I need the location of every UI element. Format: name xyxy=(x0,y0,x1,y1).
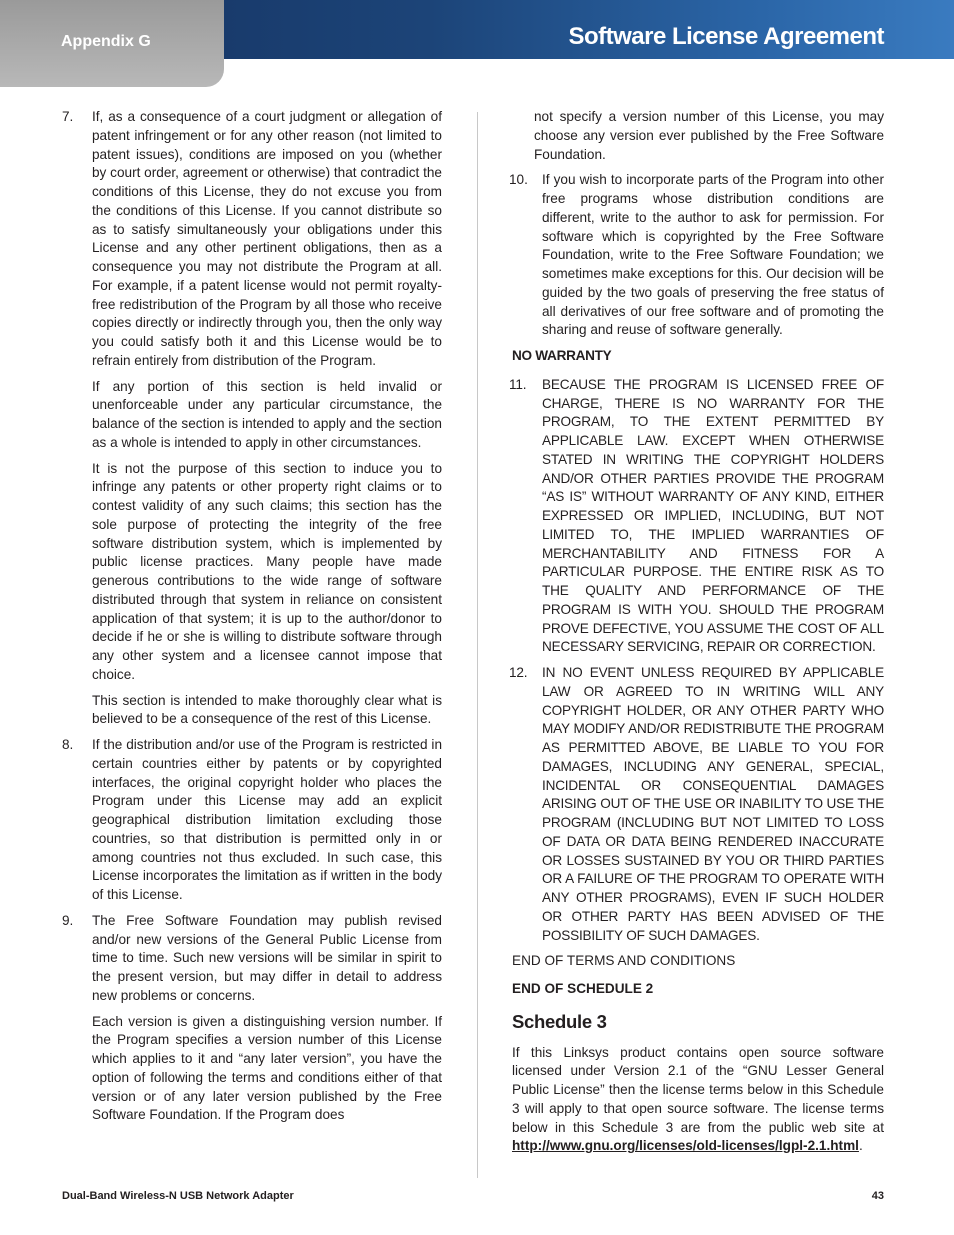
lgpl-link[interactable]: http://www.gnu.org/licenses/old-licenses/lgpl-2.1.html xyxy=(512,1138,859,1154)
schedule-3-text: If this Linksys product contains open source software licensed under Version 2.1 of the “GNU Lesser General Public License” then the license terms below in this Schedule 3 will apply to that open source software. The license terms below in this Schedule 3 are from the public web site at xyxy=(512,1044,884,1135)
left-column xyxy=(62,108,442,1132)
list-item-10 xyxy=(509,171,884,340)
list-item-12 xyxy=(509,664,884,945)
footer-product: Dual-Band Wireless-N USB Network Adapter xyxy=(62,1190,294,1202)
paragraph: This section is intended to make thoroughly clear what is believed to be a consequence of the rest of this License. xyxy=(92,692,442,727)
paragraph: IN NO EVENT UNLESS REQUIRED BY APPLICABLE LAW OR AGREED TO IN WRITING WILL ANY COPYRIGHT HOLDER, OR ANY OTHER PARTY WHO MAY MODIFY AND/OR REDISTRIBUTE THE PROGRAM AS PERMITTED ABOVE, BE LIABLE TO YOU FOR DAMAGES, INCLUDING ANY GENERAL, SPECIAL, INCIDENTAL OR CONSEQUENTIAL DAMAGES ARISING OUT OF THE USE OR INABILITY TO USE THE PROGRAM (INCLUDING BUT NOT LIMITED TO LOSS OF DATA OR DATA BEING RENDERED INACCURATE OR LOSSES SUSTAINED BY YOU OR THIRD PARTIES OR A FAILURE OF THE PROGRAM TO OPERATE WITH ANY OTHER PROGRAMS), EVEN IF SUCH HOLDER OR OTHER PARTY HAS BEEN ADVISED OF THE POSSIBILITY OF SUCH DAMAGES. xyxy=(542,665,884,943)
column-divider xyxy=(477,112,478,1178)
list-item-11 xyxy=(509,376,884,657)
item-number: 10. xyxy=(509,172,528,188)
right-column xyxy=(509,108,884,1156)
schedule-3-end: . xyxy=(858,1138,863,1154)
item-number: 8. xyxy=(62,737,74,752)
no-warranty-heading: NO WARRANTY xyxy=(512,348,612,363)
list-item-8 xyxy=(62,736,442,905)
paragraph: Each version is given a distinguishing version number. If the Program specifies a version number of this License which applies to it and “any later version”, you have the option of following the terms and conditions either of that version or of any later version published by the Free Software Foundation. If the Program does xyxy=(92,1013,442,1123)
paragraph: The Free Software Foundation may publish revised and/or new versions of the General Public License from time to time. Such new versions will be similar in spirit to the present version, but may differ in detail to address new problems or concerns. xyxy=(92,912,442,1003)
list-item-9 xyxy=(62,912,442,1125)
item-9-continued: not specify a version number of this License, you may choose any version ever published by the Free Software Foundation. xyxy=(534,109,884,162)
paragraph: If the distribution and/or use of the Program is restricted in certain countries either by patents or by copyrighted interfaces, the original copyright holder who places the Program under this License may add an explicit geographical distribution limitation excluding those countries, so that distribution is permitted only in or among countries not thus excluded. In such case, this License incorporates the limitation as if written in the body of this License. xyxy=(92,737,442,902)
footer-page-number: 43 xyxy=(871,1190,884,1202)
item-number: 12. xyxy=(509,665,528,680)
paragraph: BECAUSE THE PROGRAM IS LICENSED FREE OF CHARGE, THERE IS NO WARRANTY FOR THE PROGRAM, TO THE EXTENT PERMITTED BY APPLICABLE LAW. EXCEPT WHEN OTHERWISE STATED IN WRITING THE COPYRIGHT HOLDERS AND/OR OTHER PARTIES PROVIDE THE PROGRAM “AS IS” WITHOUT WARRANTY OF ANY KIND, EITHER EXPRESSED OR IMPLIED, INCLUDING, BUT NOT LIMITED TO, THE IMPLIED WARRANTIES OF MERCHANTABILITY AND FITNESS FOR A PARTICULAR PURPOSE. THE ENTIRE RISK AS TO THE QUALITY AND PERFORMANCE OF THE PROGRAM IS WITH YOU. SHOULD THE PROGRAM PROVE DEFECTIVE, YOU ASSUME THE COST OF ALL NECESSARY SERVICING, REPAIR OR CORRECTION. xyxy=(542,376,884,655)
schedule-3-title: Schedule 3 xyxy=(512,1010,607,1032)
paragraph: If, as a consequence of a court judgment or allegation of patent infringement or for any other reason (not limited to patent issues), conditions are imposed on you (whether by court order, agreement or otherwise) that contradict the conditions of this License, they do not excuse you from the conditions of this License. If you cannot distribute so as to satisfy simultaneously your obligations under this License and any other pertinent obligations, then as a consequence you may not distribute the Program at all. For example, if a patent license would not permit royalty-free redistribution of the Program by all those who receive copies directly or indirectly through you, then the only way you could satisfy both it and this License would be to refrain entirely from distribution of the Program. xyxy=(92,109,442,368)
paragraph: If you wish to incorporate parts of the Program into other free programs whose distribution conditions are different, write to the author to ask for permission. For software which is copyrighted by the Free Software Foundation, write to the Free Software Foundation; we sometimes make exceptions for this. Our decision will be guided by the two goals of preserving the free status of all derivatives of our free software and of promoting the sharing and reuse of software generally. xyxy=(542,172,884,338)
list-item-7 xyxy=(62,108,442,729)
end-of-schedule: END OF SCHEDULE 2 xyxy=(512,981,654,996)
page-title: Software License Agreement xyxy=(568,23,884,50)
appendix-label: Appendix G xyxy=(61,33,151,50)
end-of-terms: END OF TERMS AND CONDITIONS xyxy=(512,953,736,969)
item-number: 9. xyxy=(62,912,74,928)
paragraph: If any portion of this section is held invalid or unenforceable under any particular circumstance, the balance of the section is intended to apply and the section as a whole is intended to apply in other circumstances. xyxy=(92,378,442,450)
schedule-3-paragraph xyxy=(512,1044,884,1157)
item-number: 11. xyxy=(509,376,527,392)
item-number: 7. xyxy=(62,109,74,124)
paragraph: It is not the purpose of this section to induce you to infringe any patents or other property right claims or to contest validity of any such claims; this section has the sole purpose of protecting the integrity of the free software distribution system, which is implemented by public license practices. Many people have made generous contributions to the wide range of software distributed through that system in reliance on consistent application of that system; it is up to the author/donor to decide if he or she is willing to distribute software through any other system and a licensee cannot impose that choice. xyxy=(92,460,442,682)
